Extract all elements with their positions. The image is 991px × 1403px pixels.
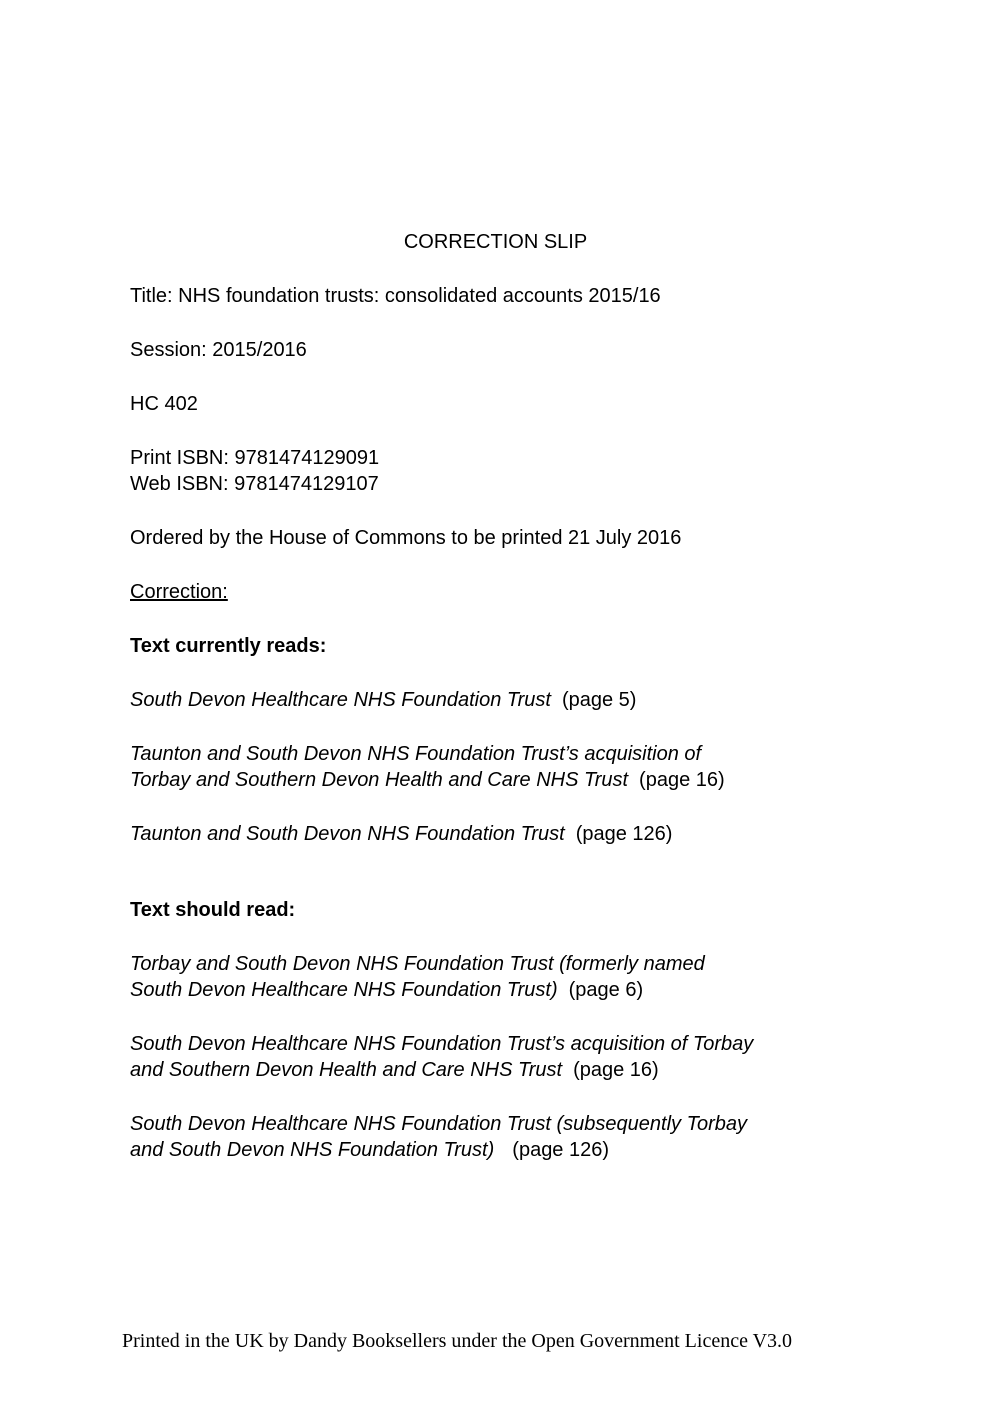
corrected-item-3-line-2: and South Devon NHS Foundation Trust) xyxy=(130,1139,495,1161)
hc-number-line: HC 402 xyxy=(130,393,198,415)
corrected-item-2-pageref: (page 16) xyxy=(573,1059,659,1081)
web-isbn-line: Web ISBN: 9781474129107 xyxy=(130,473,379,495)
current-item-3-pageref: (page 126) xyxy=(575,823,673,845)
current-item-1 xyxy=(130,687,891,713)
currently-reads-heading: Text currently reads: xyxy=(130,635,327,657)
corrected-item-3-line-1: South Devon Healthcare NHS Foundation Trust (subsequently Torbay xyxy=(130,1113,748,1135)
corrected-item-2-line-1: South Devon Healthcare NHS Foundation Trust’s acquisition of Torbay xyxy=(130,1033,754,1055)
corrected-item-1-line-2: South Devon Healthcare NHS Foundation Trust) xyxy=(130,979,558,1001)
title-line: Title: NHS foundation trusts: consolidated accounts 2015/16 xyxy=(130,285,661,307)
current-item-1-pageref: (page 5) xyxy=(561,689,637,711)
isbn-block xyxy=(130,445,891,497)
current-item-3-text: Taunton and South Devon NHS Foundation Trust xyxy=(130,823,565,845)
corrected-item-3 xyxy=(130,1111,891,1163)
footer-imprint: Printed in the UK by Dandy Booksellers under the Open Government Licence V3.0 xyxy=(122,1330,793,1352)
corrected-item-1-line-1: Torbay and South Devon NHS Foundation Trust (formerly named xyxy=(130,953,705,975)
should-read-heading: Text should read: xyxy=(130,899,296,921)
document-heading: CORRECTION SLIP xyxy=(403,231,588,253)
print-isbn-line: Print ISBN: 9781474129091 xyxy=(130,447,380,469)
corrected-item-1-pageref: (page 6) xyxy=(568,979,644,1001)
corrected-item-2-line-2: and Southern Devon Health and Care NHS Trust xyxy=(130,1059,563,1081)
ordered-line: Ordered by the House of Commons to be printed 21 July 2016 xyxy=(130,527,682,549)
correction-label: Correction: xyxy=(130,581,228,603)
corrected-item-3-pageref: (page 126) xyxy=(512,1139,610,1161)
corrected-item-1 xyxy=(130,951,891,1003)
current-item-2-pageref: (page 16) xyxy=(639,769,725,791)
current-item-2-line-2: Torbay and Southern Devon Health and Care NHS Trust xyxy=(130,769,629,791)
corrected-item-2 xyxy=(130,1031,891,1083)
session-line: Session: 2015/2016 xyxy=(130,339,307,361)
current-item-2 xyxy=(130,741,891,793)
current-item-2-line-1: Taunton and South Devon NHS Foundation Trust’s acquisition of xyxy=(130,743,702,765)
current-item-1-text: South Devon Healthcare NHS Foundation Trust xyxy=(130,689,551,711)
current-item-3 xyxy=(130,821,891,847)
